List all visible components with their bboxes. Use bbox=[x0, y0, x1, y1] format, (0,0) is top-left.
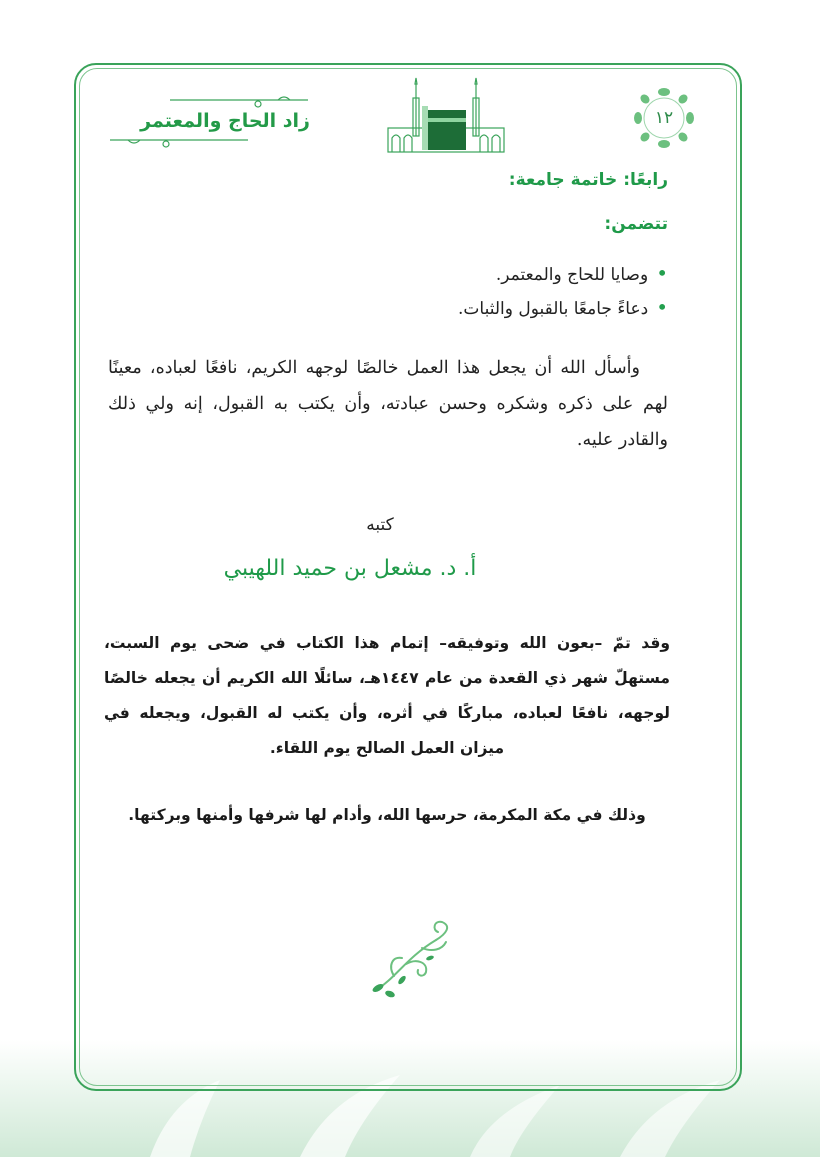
body-paragraph: وأسأل الله أن يجعل هذا العمل خالصًا لوجهه الكريم، نافعًا لعباده، معينًا لهم على ذكره وشكره وحسن عبادته، وأن يكتب به القبول، إنه ولي ذلك والقادر عليه. bbox=[108, 358, 668, 450]
list-item: •دعاءً جامعًا بالقبول والثبات. bbox=[458, 295, 668, 319]
floral-ornament-icon bbox=[366, 918, 456, 1000]
closing-place: وذلك في مكة المكرمة، حرسها الله، وأدام لها شرفها وأمنها وبركتها. bbox=[128, 806, 646, 824]
page-number-badge bbox=[632, 86, 696, 150]
page-number: ١٢ bbox=[654, 108, 674, 128]
kaaba-icon bbox=[386, 76, 506, 156]
bullet-list bbox=[268, 258, 668, 326]
book-title: زاد الحاج والمعتمر bbox=[140, 110, 310, 132]
closing-paragraph: وقد تمّ –بعون الله وتوفيقه– إتمام هذا الكتاب في ضحى يوم السبت، مستهلّ شهر ذي القعدة من عام ١٤٤٧هـ، سائلًا الله الكريم أن يجعله خالصًا لوجهه، نافعًا لعباده، مباركًا في أثره، وأن يكتب له القبول، ويجعله في ميزان العمل الصالح يوم اللقاء. bbox=[104, 634, 670, 757]
bullet-icon: • bbox=[656, 295, 668, 319]
signature-label: كتبه bbox=[366, 515, 394, 535]
section-subheading: تتضمن: bbox=[604, 214, 668, 234]
bullet-icon: • bbox=[656, 261, 668, 285]
section-heading: رابعًا: خاتمة جامعة: bbox=[508, 170, 668, 190]
list-item: •وصايا للحاج والمعتمر. bbox=[495, 261, 668, 285]
author-name: أ. د. مشعل بن حميد اللهيبي bbox=[223, 556, 477, 581]
